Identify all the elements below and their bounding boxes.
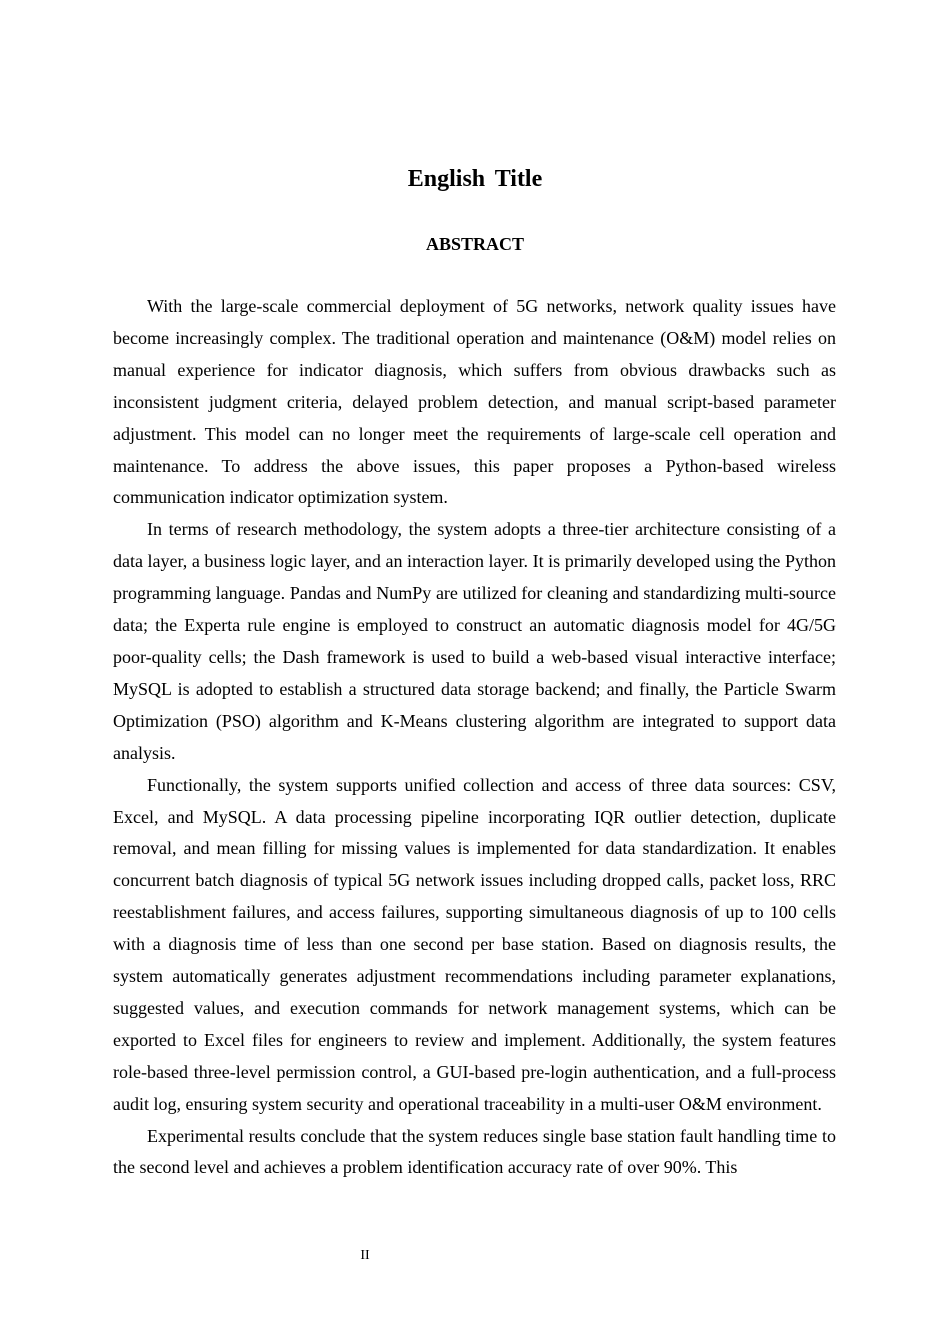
abstract-heading: ABSTRACT [425,234,525,254]
page-number: II [360,1248,370,1263]
abstract-paragraph-3: Functionally, the system supports unified collection and access of three data sources: CSV, Excel, and MySQL. A data processing pipeline incorporating IQR outlier detection, duplicate removal, and mean filling for missing values is implemented for data standardization. It enables concurrent batch diagnosis of typical 5G network issues including dropped calls, packet loss, RRC reestablishment failures, and access failures, supporting simultaneous diagnosis of up to 100 cells with a diagnosis time of less than one second per base station. Based on diagnosis results, the system automatically generates adjustment recommendations including parameter explanations, suggested values, and execution commands for network management systems, which can be exported to Excel files for engineers to review and implement. Additionally, the system features role-based three-level permission control, a GUI-based pre-login authentication, and a full-process audit log, ensuring system security and operational traceability in a multi-user O&M environment. [113,774,836,1114]
abstract-paragraph-1: With the large-scale commercial deployment of 5G networks, network quality issues have become increasingly complex. The traditional operation and maintenance (O&M) model relies on manual experience for indicator diagnosis, which suffers from obvious drawbacks such as inconsistent judgment criteria, delayed problem detection, and manual script-based parameter adjustment. This model can no longer meet the requirements of large-scale cell operation and maintenance. To address the above issues, this paper proposes a Python-based wireless communication indicator optimization system. [113,296,836,508]
abstract-paragraph-4: Experimental results conclude that the system reduces single base station fault handling time to the second level and achieves a problem identification accuracy rate of over 90%. This [113,1125,836,1178]
abstract-body [113,291,836,1184]
abstract-paragraph-2: In terms of research methodology, the system adopts a three-tier architecture consisting of a data layer, a business logic layer, and an interaction layer. It is primarily developed using the Python programming language. Pandas and NumPy are utilized for cleaning and standardizing multi-source data; the Experta rule engine is employed to construct an automatic diagnosis model for 4G/5G poor-quality cells; the Dash framework is used to build a web-based visual interactive interface; MySQL is adopted to establish a structured data storage backend; and finally, the Particle Swarm Optimization (PSO) algorithm and K-Means clustering algorithm are integrated to support data analysis. [113,519,836,763]
document-title: English Title [407,166,543,192]
